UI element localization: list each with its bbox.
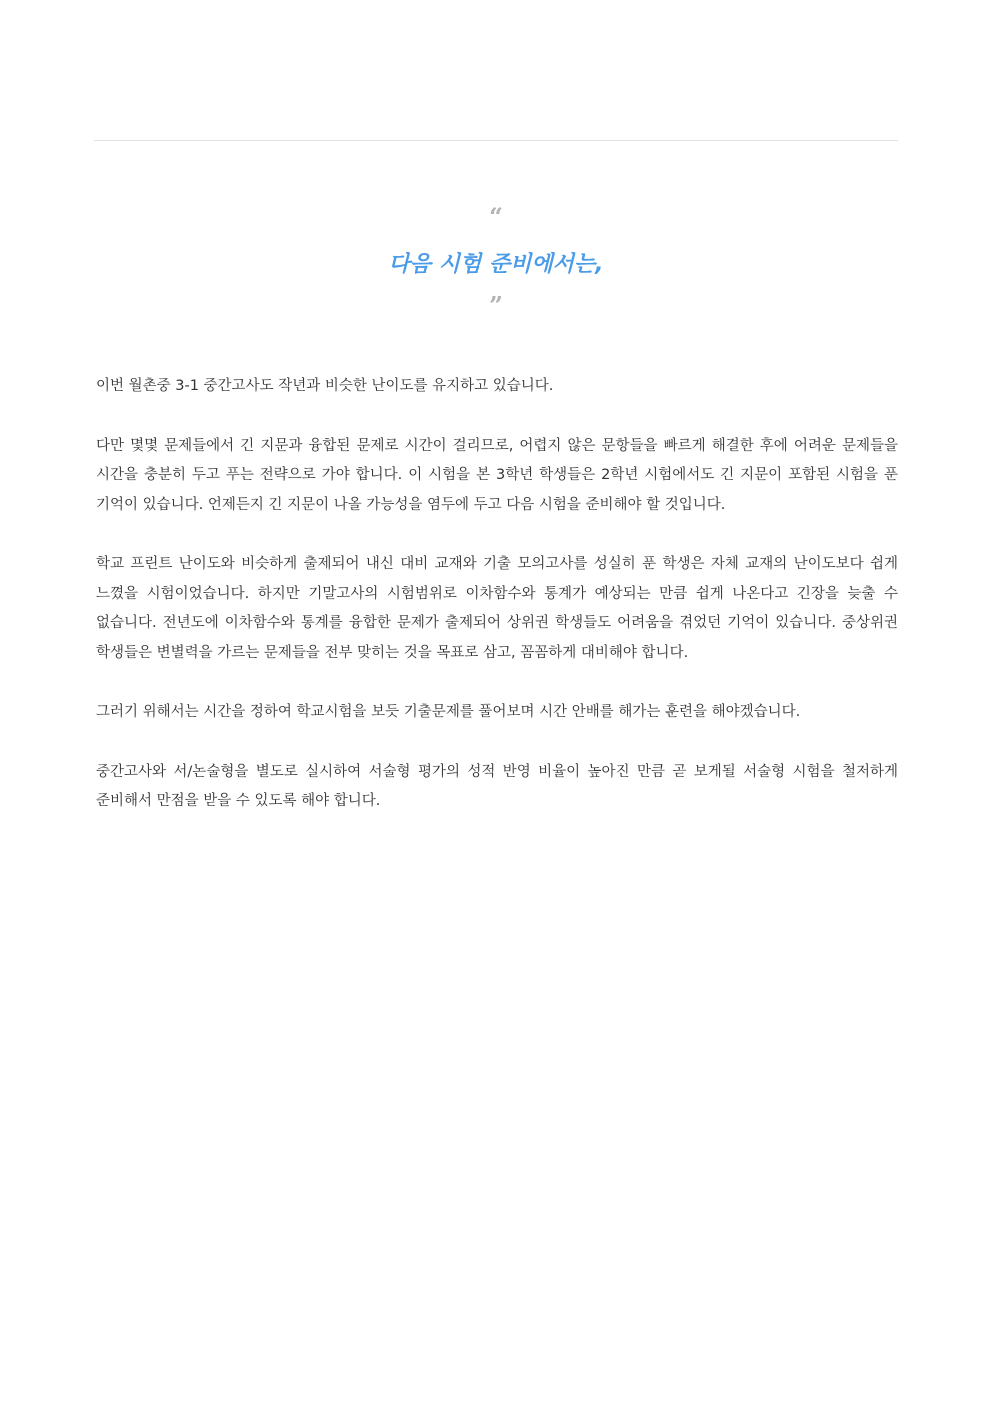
paragraph-4: 그러기 위해서는 시간을 정하여 학교시험을 보듯 기출문제를 풀어보며 시간 안배를 해가는 훈련을 해야겠습니다. — [96, 704, 801, 720]
paragraph-3: 학교 프린트 난이도와 비슷하게 출제되어 내신 대비 교재와 기출 모의고사를 성실히 푼 학생은 자체 교재의 난이도보다 쉽게 느꼈을 시험이었습니다. 하지만 기말고사의 시험범위로 이차함수와 통계가 예상되는 만큼 쉽게 나온다고 긴장을 늦출 수 없습니다. 전년도에 이차함수와 통계를 융합한 문제가 출제되어 상위권 학생들도 어려움을 겪었던 기억이 있습니다. 중상위권 학생들은 변별력을 가르는 문제들을 전부 맞히는 것을 목표로 삼고, 꼼꼼하게 대비해야 합니다. — [96, 556, 898, 661]
paragraph-1: 이번 월촌중 3-1 중간고사도 작년과 비슷한 난이도를 유지하고 있습니다. — [96, 378, 554, 394]
top-divider — [94, 140, 898, 141]
paragraph-5: 중간고사와 서/논술형을 별도로 실시하여 서술형 평가의 성적 반영 비율이 높아진 만큼 곧 보게될 서술형 시험을 철저하게 준비해서 만점을 받을 수 있도록 해야 합니다. — [96, 763, 898, 809]
section-heading: 다음 시험 준비에서는, — [388, 252, 604, 277]
open-quote-mark: “ — [489, 202, 503, 231]
paragraph-2: 다만 몇몇 문제들에서 긴 지문과 융합된 문제로 시간이 걸리므로, 어렵지 않은 문항들을 빠르게 해결한 후에 어려운 문제들을 시간을 충분히 두고 푸는 전략으로 가야 합니다. 이 시험을 본 3학년 학생들은 2학년 시험에서도 긴 지문이 포함된 시험을 푼 기억이 있습니다. 언제든지 긴 지문이 나올 가능성을 염두에 두고 다음 시험을 준비해야 할 것입니다. — [96, 437, 898, 513]
close-quote-mark: ” — [489, 291, 503, 320]
body-text — [96, 372, 898, 847]
